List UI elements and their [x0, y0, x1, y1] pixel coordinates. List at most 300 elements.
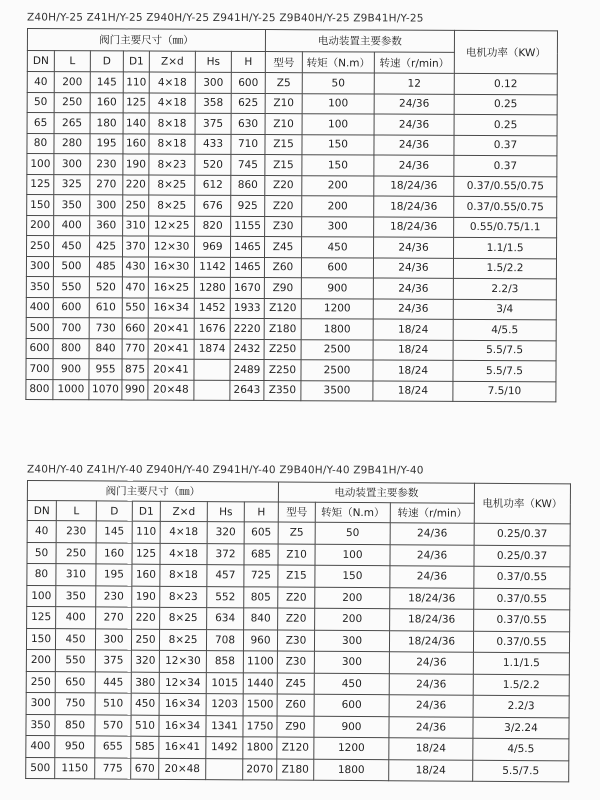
- table-cell: 900: [301, 278, 373, 299]
- table-cell: 20×48: [159, 758, 206, 780]
- table-cell: 24/36: [373, 278, 453, 299]
- table-cell: 570: [95, 714, 131, 736]
- table-cell: 612: [195, 175, 231, 196]
- table-cell: 0.37: [454, 155, 557, 176]
- table-cell: 50: [27, 92, 54, 113]
- table-cell: 110: [123, 72, 149, 93]
- table-cell: 1150: [55, 757, 95, 779]
- table-cell: 634: [207, 608, 244, 630]
- table-cell: Z45: [277, 673, 314, 695]
- table-cell: 125: [27, 607, 56, 629]
- table-cell: 8×18: [160, 564, 207, 586]
- table-row: [27, 92, 557, 115]
- table-cell: Z10: [265, 93, 302, 114]
- table-cell: 18/24: [373, 360, 453, 381]
- table-cell: 375: [95, 650, 131, 672]
- table-cell: 8×18: [149, 113, 195, 134]
- col-header: D1: [123, 51, 149, 72]
- table-cell: 300: [302, 216, 374, 237]
- table-cell: 300: [314, 630, 389, 652]
- table-cell: [206, 758, 243, 780]
- table-cell: 4/5.5: [473, 738, 569, 760]
- col-header: D: [90, 51, 123, 72]
- table-cell: 1341: [206, 715, 243, 737]
- col-header: 转速（r/min）: [374, 52, 454, 73]
- table-cell: 1492: [206, 737, 243, 759]
- group-header-actuator-params: 电动装置主要参数: [265, 30, 454, 53]
- table-cell: 630: [231, 113, 265, 134]
- table-cell: 1000: [53, 379, 89, 400]
- table-cell: 2489: [230, 359, 264, 380]
- table-cell: 150: [27, 195, 54, 216]
- table-cell: 18/24: [373, 381, 453, 402]
- table-cell: 300: [195, 72, 231, 93]
- table-cell: 2643: [230, 380, 264, 401]
- table-cell: 550: [55, 650, 95, 672]
- table-row: [26, 276, 556, 299]
- table-cell: Z20: [265, 196, 302, 217]
- table-cell: 150: [26, 628, 55, 650]
- table-cell: 100: [27, 585, 56, 607]
- table-cell: Z30: [265, 216, 302, 237]
- table-cell: 280: [54, 133, 90, 154]
- table-row: [26, 358, 556, 381]
- table-cell: 1070: [89, 379, 122, 400]
- table-cell: 400: [54, 215, 90, 236]
- table-cell: 24/36: [389, 652, 473, 674]
- table-cell: 1452: [194, 298, 230, 319]
- table-row: [27, 215, 557, 238]
- table-cell: 0.25: [454, 114, 557, 135]
- table-cell: 80: [27, 564, 56, 586]
- table-cell: 8×25: [149, 175, 195, 196]
- spec-table-pn40: [25, 480, 571, 782]
- table-cell: 2500: [301, 339, 373, 360]
- table-cell: 300: [26, 692, 55, 714]
- table-row: [26, 317, 556, 340]
- table-cell: 230: [96, 585, 132, 607]
- table-cell: 600: [231, 72, 265, 93]
- table-cell: 320: [131, 650, 159, 672]
- table-cell: 710: [231, 134, 265, 155]
- col-header: D: [96, 501, 132, 521]
- table-cell: 520: [89, 277, 122, 298]
- table-cell: 433: [195, 134, 231, 155]
- table-cell: 100: [315, 544, 390, 566]
- table-cell: 600: [314, 694, 389, 716]
- table-row: [26, 297, 556, 320]
- table-cell: 160: [90, 92, 123, 113]
- table-cell: Z90: [264, 278, 301, 299]
- table-cell: 16×30: [148, 257, 194, 278]
- col-header: 转速（r/min）: [390, 503, 474, 524]
- table-cell: 2.2/3: [453, 278, 556, 299]
- table-cell: 150: [302, 155, 374, 176]
- table-cell: 510: [95, 693, 131, 715]
- table-cell: 18/24/36: [374, 217, 454, 238]
- table-cell: 800: [26, 379, 53, 400]
- table-cell: 510: [131, 715, 159, 737]
- table-cell: 8×25: [149, 195, 195, 216]
- group-header-actuator-params: 电动装置主要参数: [278, 482, 474, 503]
- table-cell: 969: [195, 236, 231, 257]
- col-header: DN: [27, 51, 54, 72]
- table-cell: 16×34: [159, 693, 206, 715]
- table-cell: 20×41: [148, 359, 194, 380]
- table-cell: Z90: [277, 716, 314, 738]
- table-cell: 24/36: [389, 673, 473, 695]
- table-cell: 50: [315, 522, 390, 544]
- table-cell: 250: [123, 195, 149, 216]
- table-cell: 0.12: [454, 73, 557, 94]
- table-cell: 7.5/10: [453, 381, 556, 402]
- table-cell: Z30: [277, 630, 314, 652]
- table-cell: 8×23: [160, 586, 207, 608]
- table-cell: 990: [122, 379, 148, 400]
- table-cell: 8×23: [149, 154, 195, 175]
- table-cell: 50: [302, 73, 374, 94]
- table-cell: 550: [53, 277, 89, 298]
- table-cell: Z10: [278, 544, 315, 566]
- table-cell: [194, 359, 230, 380]
- col-header: DN: [27, 501, 56, 521]
- col-header: 转矩（N.m）: [315, 502, 390, 522]
- table-cell: Z30: [277, 651, 314, 673]
- table-cell: 200: [54, 72, 90, 93]
- col-header: Z×d: [149, 51, 195, 72]
- table-cell: 1203: [206, 694, 243, 716]
- table-cell: 270: [90, 174, 123, 195]
- table-cell: 1.5/2.2: [453, 258, 556, 279]
- table-cell: 250: [26, 671, 55, 693]
- table-cell: 700: [53, 318, 89, 339]
- table-row: [27, 174, 557, 197]
- table-cell: 310: [123, 215, 149, 236]
- table-row: [26, 379, 556, 402]
- table-cell: 160: [96, 542, 132, 564]
- table-cell: 8×25: [160, 607, 207, 629]
- table-cell: 0.37/0.55/0.75: [454, 176, 557, 197]
- table-cell: 450: [131, 693, 159, 715]
- table-cell: 24/36: [374, 135, 454, 156]
- table-cell: 0.55/0.75/1.1: [454, 217, 557, 238]
- table-cell: 220: [132, 607, 160, 629]
- table-cell: 655: [95, 736, 131, 758]
- table-row: [26, 338, 556, 361]
- table-cell: 40: [27, 72, 54, 93]
- table-cell: Z250: [264, 360, 301, 381]
- col-header: L: [56, 501, 96, 521]
- table-cell: 700: [26, 358, 53, 379]
- table-cell: 300: [90, 195, 123, 216]
- table-cell: 195: [96, 564, 132, 586]
- table-cell: 5.5/7.5: [473, 760, 569, 782]
- table-cell: Z5: [265, 73, 302, 94]
- table-cell: 350: [26, 276, 53, 297]
- table-cell: 1.5/2.2: [473, 674, 569, 696]
- table-cell: 20×48: [148, 380, 194, 401]
- table-cell: 450: [302, 237, 374, 258]
- table-cell: 250: [131, 629, 159, 651]
- table-cell: 457: [207, 565, 244, 587]
- table-cell: 0.25: [454, 94, 557, 115]
- table-cell: Z20: [278, 587, 315, 609]
- table-cell: 0.37/0.55: [474, 588, 570, 610]
- table-cell: 200: [302, 196, 374, 217]
- table-cell: 605: [244, 522, 278, 544]
- table-cell: 250: [54, 92, 90, 113]
- table-cell: 0.37/0.55: [474, 566, 570, 588]
- table-cell: Z180: [264, 319, 301, 340]
- table-cell: 12×30: [149, 236, 195, 257]
- col-header: D1: [132, 501, 160, 521]
- table-cell: 708: [206, 629, 243, 651]
- table-cell: 125: [27, 174, 54, 195]
- table-cell: 1280: [194, 277, 230, 298]
- table-cell: Z15: [265, 134, 302, 155]
- table-cell: 770: [122, 338, 148, 359]
- col-header: H: [231, 51, 265, 72]
- table-cell: 450: [314, 673, 389, 695]
- table-cell: 1750: [243, 715, 277, 737]
- table-cell: 5.5/7.5: [453, 340, 556, 361]
- table-cell: 18/24: [373, 319, 453, 340]
- table-cell: 858: [206, 651, 243, 673]
- table-cell: 20×41: [148, 339, 194, 360]
- table-cell: 625: [231, 93, 265, 114]
- table-cell: 1200: [301, 298, 373, 319]
- table-cell: 12: [374, 73, 454, 94]
- table-cell: 160: [123, 133, 149, 154]
- table-cell: 24/36: [374, 94, 454, 115]
- table-cell: 1440: [243, 672, 277, 694]
- table-cell: 1933: [230, 298, 264, 319]
- table-cell: Z20: [278, 608, 315, 630]
- table-cell: 950: [55, 736, 95, 758]
- table-cell: 140: [123, 113, 149, 134]
- table-cell: Z60: [277, 694, 314, 716]
- table-cell: 18/24/36: [374, 196, 454, 217]
- table-cell: 300: [314, 651, 389, 673]
- table-cell: 1676: [194, 318, 230, 339]
- col-header: 转矩（N.m）: [302, 52, 374, 73]
- table-cell: 12×25: [149, 216, 195, 237]
- table-cell: 375: [195, 113, 231, 134]
- table-cell: 745: [231, 154, 265, 175]
- table-cell: 955: [89, 359, 122, 380]
- table-cell: 230: [56, 521, 96, 543]
- table-cell: 350: [26, 714, 55, 736]
- table-cell: 18/24/36: [389, 630, 473, 652]
- table-cell: 18/24: [389, 738, 473, 760]
- table-cell: Z45: [265, 237, 302, 258]
- table-cell: 100: [302, 93, 374, 114]
- table-cell: 4×18: [160, 521, 207, 543]
- table-cell: 150: [302, 134, 374, 155]
- table-row: [27, 195, 557, 218]
- model-line: Z40H/Y-40 Z41H/Y-40 Z940H/Y-40 Z941H/Y-40 Z9B40H/Y-40 Z9B41H/Y-40: [26, 463, 424, 477]
- table-cell: 400: [56, 607, 96, 629]
- table-cell: 160: [132, 564, 160, 586]
- table-cell: 2220: [230, 318, 264, 339]
- col-header: Hs: [195, 51, 231, 72]
- table-cell: 16×34: [159, 715, 206, 737]
- table-cell: 470: [122, 277, 148, 298]
- table-cell: 300: [54, 154, 90, 175]
- table-row: [26, 256, 556, 279]
- table-cell: 265: [54, 113, 90, 134]
- table-cell: 0.37/0.55/0.75: [454, 196, 557, 217]
- table-cell: 24/36: [373, 299, 453, 320]
- table-cell: 650: [55, 671, 95, 693]
- table-cell: 0.37: [454, 135, 557, 156]
- table-cell: 20×41: [148, 318, 194, 339]
- table-cell: 805: [244, 586, 278, 608]
- table-cell: 150: [315, 565, 390, 587]
- table-cell: 2432: [230, 339, 264, 360]
- table-cell: 900: [53, 359, 89, 380]
- table-cell: 840: [244, 608, 278, 630]
- table-cell: 125: [132, 543, 160, 565]
- table-cell: 190: [132, 586, 160, 608]
- table-cell: 200: [26, 649, 55, 671]
- table-cell: Z120: [277, 737, 314, 759]
- table-cell: 676: [195, 195, 231, 216]
- table-cell: [194, 380, 230, 401]
- table-cell: 610: [89, 297, 122, 318]
- table-cell: 200: [302, 175, 374, 196]
- table-cell: 195: [90, 133, 123, 154]
- table-cell: 350: [54, 195, 90, 216]
- model-line: Z40H/Y-25 Z41H/Y-25 Z940H/Y-25 Z941H/Y-25 Z9B40H/Y-25 Z9B41H/Y-25: [26, 11, 424, 25]
- table-cell: Z350: [264, 380, 301, 401]
- table-cell: 18/24: [389, 759, 473, 781]
- table-cell: 900: [314, 716, 389, 738]
- table-cell: 24/36: [374, 155, 454, 176]
- table-cell: 2070: [243, 758, 277, 780]
- table-cell: 18/24/36: [374, 176, 454, 197]
- table-cell: Z15: [265, 155, 302, 176]
- table-cell: 370: [123, 236, 149, 257]
- table-cell: 1100: [243, 651, 277, 673]
- table-cell: 40: [27, 521, 56, 543]
- table-cell: 180: [90, 113, 123, 134]
- header-motor-power: 电机功率（KW）: [474, 483, 570, 524]
- table-row: [27, 72, 557, 95]
- table-cell: 1800: [314, 759, 389, 781]
- col-header: 型号: [278, 502, 315, 522]
- table-cell: 1800: [243, 737, 277, 759]
- table-cell: 552: [207, 586, 244, 608]
- table-cell: 500: [53, 256, 89, 277]
- table-cell: 585: [131, 736, 159, 758]
- table-row: [27, 154, 557, 177]
- table-cell: 3500: [301, 380, 373, 401]
- table-cell: 600: [301, 257, 373, 278]
- table-cell: Z250: [264, 339, 301, 360]
- table-cell: 500: [26, 757, 55, 779]
- table-cell: 750: [55, 693, 95, 715]
- table-cell: 730: [89, 318, 122, 339]
- table-cell: 2500: [301, 360, 373, 381]
- table-cell: 1015: [206, 672, 243, 694]
- table-cell: 725: [244, 565, 278, 587]
- table-cell: 200: [315, 608, 390, 630]
- table-cell: 100: [302, 114, 374, 135]
- table-cell: 220: [123, 174, 149, 195]
- table-cell: 325: [54, 174, 90, 195]
- table-cell: 445: [95, 671, 131, 693]
- table-cell: 350: [56, 585, 96, 607]
- table-cell: 660: [122, 318, 148, 339]
- table-cell: 145: [96, 521, 132, 543]
- table-row: [26, 757, 569, 782]
- table-cell: 200: [315, 587, 390, 609]
- table-cell: 1500: [243, 694, 277, 716]
- table-cell: 1.1/1.5: [454, 237, 557, 258]
- table-cell: 1874: [194, 339, 230, 360]
- table-cell: 875: [122, 359, 148, 380]
- table-cell: 1670: [230, 277, 264, 298]
- table-cell: 8×25: [159, 629, 206, 651]
- table-cell: Z180: [277, 759, 314, 781]
- table-cell: 200: [27, 215, 54, 236]
- table-cell: 145: [90, 72, 123, 93]
- table-cell: Z120: [264, 298, 301, 319]
- table-cell: 550: [122, 297, 148, 318]
- spec-section-pn25: [27, 12, 424, 24]
- table-cell: 0.37/0.55: [474, 609, 570, 631]
- table-cell: 50: [27, 542, 56, 564]
- table-cell: 670: [131, 758, 159, 780]
- col-header: Hs: [207, 502, 244, 522]
- table-cell: 250: [56, 542, 96, 564]
- table-cell: 450: [54, 236, 90, 257]
- table-cell: 24/36: [374, 114, 454, 135]
- table-cell: 360: [90, 215, 123, 236]
- table-cell: 4/5.5: [453, 319, 556, 340]
- table-cell: 24/36: [373, 258, 453, 279]
- table-cell: 450: [55, 628, 95, 650]
- col-header: H: [244, 502, 278, 522]
- table-cell: 1200: [314, 737, 389, 759]
- table-cell: 3/4: [453, 299, 556, 320]
- table-cell: 230: [90, 154, 123, 175]
- table-cell: 485: [89, 256, 122, 277]
- table-cell: 0.25/0.37: [474, 523, 570, 545]
- table-cell: 372: [207, 543, 244, 565]
- group-header-valve-dimensions: 阀门主要尺寸（㎜）: [27, 29, 265, 52]
- table-cell: Z5: [278, 522, 315, 544]
- table-cell: 12×30: [159, 650, 206, 672]
- table-cell: 400: [26, 297, 53, 318]
- table-cell: 65: [27, 113, 54, 134]
- table-cell: 24/36: [389, 716, 473, 738]
- table-cell: 600: [53, 297, 89, 318]
- table-cell: 125: [123, 92, 149, 113]
- table-cell: 24/36: [390, 544, 474, 566]
- table-cell: Z10: [265, 114, 302, 135]
- table-cell: 800: [53, 338, 89, 359]
- table-cell: 270: [96, 607, 132, 629]
- table-cell: 685: [244, 543, 278, 565]
- table-cell: 1155: [231, 216, 265, 237]
- col-header: 型号: [265, 52, 302, 73]
- table-cell: 250: [27, 236, 54, 257]
- table-cell: 3/2.24: [473, 717, 569, 739]
- table-cell: 8×18: [149, 134, 195, 155]
- table-row: [27, 236, 557, 259]
